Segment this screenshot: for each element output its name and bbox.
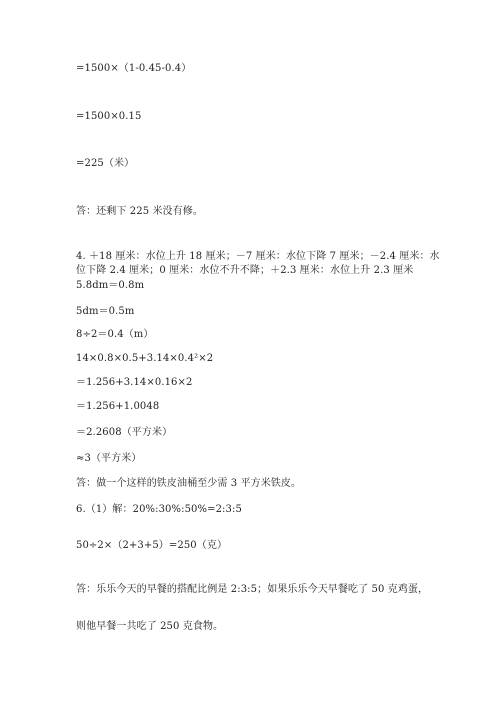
text-line: 则他早餐一共吃了 250 克食物。 [76,621,224,632]
text-line: 8÷2＝0.4（m） [76,329,154,340]
text-line: =225（米） [76,158,135,169]
text-line: 位下降 2.4 厘米；0 厘米：水位不升不降；＋2.3 厘米：水位上升 2.3 厘米 [76,265,414,276]
text-line: ＝1.256+1.0048 [76,401,160,412]
text-line: 答：乐乐今天的早餐的搭配比例是 2:3:5；如果乐乐今天早餐吃了 50 克鸡蛋， [76,584,429,595]
text-line: =1500×0.15 [76,111,142,122]
text-line: 答：做一个这样的铁皮油桶至少需 3 平方米铁皮。 [76,478,302,489]
text-line: ≈3（平方米） [76,453,142,464]
text-line: =1500×（1-0.45-0.4） [76,63,192,74]
text-line: 答：还剩下 225 米没有修。 [76,206,203,217]
text-line: 6.（1）解：20%:30%:50%=2:3:5 [76,504,242,515]
text-line: 14×0.8×0.5+3.14×0.4²×2 [76,353,214,364]
text-line: ＝2.2608（平方米） [76,427,173,438]
text-line: ＝1.256+3.14×0.16×2 [76,377,193,388]
text-line: 50÷2×（2+3+5）=250（克） [76,540,228,551]
text-line: 5dm＝0.5m [76,306,135,317]
text-line: 4. ＋18 厘米：水位上升 18 厘米；－7 厘米：水位下降 7 厘米；－2.4 厘米：水 [76,251,440,262]
text-line: 5.8dm＝0.8m [76,280,145,291]
